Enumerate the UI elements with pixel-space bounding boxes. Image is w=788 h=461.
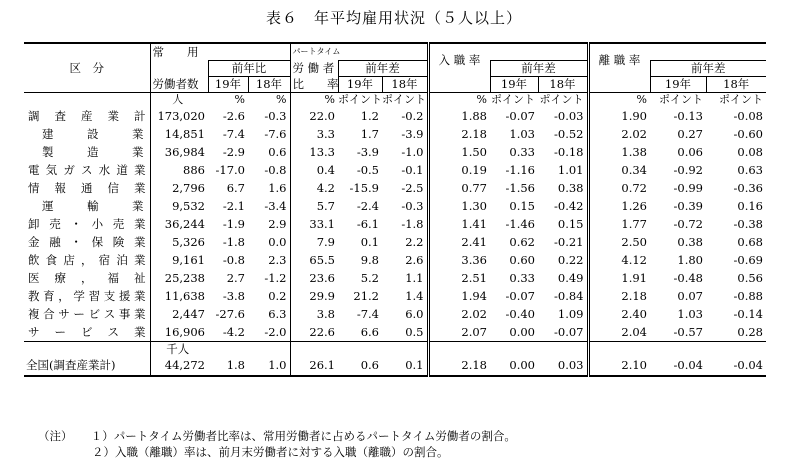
unit-workers: 人 <box>150 92 208 107</box>
parttime-yoy-header: 前年差 <box>338 60 428 76</box>
cell-s18: -0.08 <box>733 108 763 123</box>
table-row <box>24 143 766 161</box>
row-label: 飲食店，宿泊業 <box>28 252 146 267</box>
cell-workers: 11,638 <box>150 287 208 305</box>
cell-pt19: 1.2 <box>360 108 379 123</box>
cell-hire: 3.36 <box>428 251 490 269</box>
cell-pt19: 5.2 <box>360 270 379 285</box>
cell-pt: 23.6 <box>290 269 338 287</box>
cell-hire: 2.07 <box>428 323 490 342</box>
table-row <box>24 125 766 143</box>
unit-pt: ポイント <box>382 92 426 106</box>
cell-pt18: -2.5 <box>401 180 424 195</box>
cell-sep: 2.50 <box>588 233 650 251</box>
units-row <box>24 92 766 107</box>
category-header: 区 分 <box>69 60 104 75</box>
cell-hire: 2.02 <box>428 305 490 323</box>
cell-workers: 886 <box>150 161 208 179</box>
cell-workers: 25,238 <box>150 269 208 287</box>
total-s18: -0.04 <box>733 358 763 372</box>
table-row <box>24 287 766 305</box>
cell-h19: 0.62 <box>509 234 535 249</box>
footnotes <box>38 428 516 460</box>
parttime-header-bottom: 比 率 <box>290 76 338 92</box>
page-title: 表６ 年平均雇用状況（５人以上） <box>265 9 522 27</box>
cell-sep: 0.34 <box>588 161 650 179</box>
cell-hire: 0.19 <box>428 161 490 179</box>
cell-r18: -1.2 <box>264 270 287 285</box>
cell-r19: -7.4 <box>222 126 245 141</box>
cell-workers: 9,532 <box>150 197 208 215</box>
cell-pt19: 9.8 <box>360 252 379 267</box>
total-unit: 千人 <box>150 341 208 356</box>
total-r19: 1.8 <box>226 358 245 372</box>
cell-pt: 65.5 <box>290 251 338 269</box>
cell-s19: 1.03 <box>677 306 703 321</box>
cell-pt19: -7.4 <box>356 306 379 321</box>
cell-workers: 16,906 <box>150 323 208 342</box>
cell-r19: -1.8 <box>222 234 245 249</box>
cell-pt18: -1.8 <box>401 216 424 231</box>
cell-pt: 13.3 <box>290 143 338 161</box>
cell-h18: 0.49 <box>557 270 584 285</box>
cell-r19: -17.0 <box>215 162 245 177</box>
cell-r19: -2.1 <box>222 198 245 213</box>
cell-sep: 2.04 <box>588 323 650 342</box>
cell-h19: 0.33 <box>509 270 535 285</box>
unit-pct: % <box>290 92 338 107</box>
cell-pt18: -0.3 <box>401 198 424 213</box>
cell-pt: 33.1 <box>290 215 338 233</box>
cell-h19: -0.07 <box>505 288 535 303</box>
cell-pt19: -6.1 <box>356 216 379 231</box>
cell-s18: -0.38 <box>733 216 763 231</box>
table-row <box>24 233 766 251</box>
cell-r19: 6.7 <box>226 180 245 195</box>
cell-h19: 0.60 <box>509 252 535 267</box>
cell-hire: 2.51 <box>428 269 490 287</box>
sep-y19: 19年 <box>650 76 706 92</box>
cell-s18: 0.68 <box>737 234 763 249</box>
row-label: 建設業 <box>42 126 144 141</box>
total-pt18: 0.1 <box>405 358 424 372</box>
cell-h19: 0.15 <box>509 198 535 213</box>
table-row <box>24 215 766 233</box>
cell-sep: 1.38 <box>588 143 650 161</box>
unit-pct: % <box>234 92 245 106</box>
hire-rate-header: 入 職 率 <box>428 43 490 76</box>
table-row <box>24 107 766 125</box>
cell-s19: -0.48 <box>673 270 703 285</box>
regular-header-bottom: 労働者数 <box>150 76 208 92</box>
parttime-header-top: パートタイム <box>290 43 338 60</box>
regular-yoy-header: 前年比 <box>208 60 290 76</box>
cell-sep: 1.26 <box>588 197 650 215</box>
cell-h18: 0.22 <box>557 252 584 267</box>
total-h18: 0.03 <box>557 358 584 372</box>
cell-s18: -0.88 <box>733 288 763 303</box>
cell-r18: 0.2 <box>268 288 287 303</box>
cell-pt18: -1.0 <box>401 144 424 159</box>
cell-s19: -0.13 <box>673 108 703 123</box>
unit-pt: ポイント <box>491 92 535 106</box>
cell-r19: -4.2 <box>222 324 245 339</box>
row-label: 金融・保険業 <box>28 234 146 249</box>
cell-pt18: 2.6 <box>405 252 424 267</box>
cell-workers: 14,851 <box>150 125 208 143</box>
cell-s18: -0.60 <box>733 126 763 141</box>
cell-h18: 0.15 <box>557 216 584 231</box>
cell-s19: -0.99 <box>673 180 703 195</box>
cell-sep: 0.72 <box>588 179 650 197</box>
cell-h19: 0.00 <box>509 324 535 339</box>
cell-pt18: 1.4 <box>405 288 424 303</box>
cell-h19: 0.33 <box>509 144 535 159</box>
cell-sep: 2.02 <box>588 125 650 143</box>
total-pt: 26.1 <box>290 356 338 376</box>
cell-pt19: 1.7 <box>360 126 379 141</box>
cell-pt: 3.8 <box>290 305 338 323</box>
cell-s18: 0.56 <box>737 270 763 285</box>
cell-sep: 4.12 <box>588 251 650 269</box>
cell-pt: 22.6 <box>290 323 338 342</box>
total-section <box>24 341 766 376</box>
cell-h19: -1.56 <box>505 180 535 195</box>
cell-r18: 2.3 <box>268 252 287 267</box>
total-s19: -0.04 <box>673 358 703 372</box>
cell-hire: 2.18 <box>428 125 490 143</box>
total-workers: 44,272 <box>150 356 208 376</box>
unit-pt: ポイント <box>539 92 584 106</box>
table-body <box>24 107 766 342</box>
cell-hire: 1.50 <box>428 143 490 161</box>
row-label: 調査産業計 <box>28 108 146 123</box>
footnote-1 <box>38 428 516 444</box>
cell-hire: 1.41 <box>428 215 490 233</box>
cell-s19: 0.38 <box>677 234 703 249</box>
cell-s19: 1.80 <box>677 252 703 267</box>
cell-pt: 0.4 <box>290 161 338 179</box>
cell-sep: 1.91 <box>588 269 650 287</box>
row-label: サービス業 <box>28 324 146 339</box>
total-h19: 0.00 <box>509 358 535 372</box>
total-sep: 2.10 <box>588 356 650 376</box>
cell-pt18: -0.2 <box>401 108 424 123</box>
cell-workers: 173,020 <box>150 107 208 125</box>
cell-hire: 2.41 <box>428 233 490 251</box>
row-label: 運輸業 <box>42 198 144 213</box>
cell-s19: -0.39 <box>673 198 703 213</box>
cell-pt: 3.3 <box>290 125 338 143</box>
table-row <box>24 323 766 342</box>
cell-pt: 4.2 <box>290 179 338 197</box>
cell-r18: 2.9 <box>268 216 287 231</box>
unit-pt: ポイント <box>659 92 703 106</box>
cell-r18: -2.0 <box>264 324 287 339</box>
cell-pt19: -3.9 <box>356 144 379 159</box>
cell-s18: 0.63 <box>737 162 763 177</box>
cell-h18: -0.18 <box>554 144 584 159</box>
cell-h18: -0.03 <box>554 108 584 123</box>
sep-rate-header: 離 職 率 <box>588 43 650 76</box>
employment-table <box>24 42 766 377</box>
footnote-text-1: １）パートタイム労働者比率は、常用労働者に占めるパートタイム労働者の割合。 <box>90 429 516 443</box>
cell-h19: -1.16 <box>505 162 535 177</box>
cell-workers: 2,796 <box>150 179 208 197</box>
cell-pt: 29.9 <box>290 287 338 305</box>
cell-r18: 6.3 <box>268 306 287 321</box>
cell-s18: -0.69 <box>733 252 763 267</box>
unit-pt: ポイント <box>719 92 763 106</box>
table-row <box>24 269 766 287</box>
cell-r19: -2.6 <box>222 108 245 123</box>
cell-hire: 0.77 <box>428 179 490 197</box>
cell-pt19: 0.1 <box>360 234 379 249</box>
cell-h18: -0.07 <box>554 324 584 339</box>
cell-s18: 0.16 <box>737 198 763 213</box>
cell-h18: -0.52 <box>554 126 584 141</box>
cell-r19: -27.6 <box>215 306 245 321</box>
cell-pt18: 6.0 <box>405 306 424 321</box>
cell-s19: -0.92 <box>673 162 703 177</box>
total-label: 全国(調査産業計) <box>26 358 116 372</box>
total-hire: 2.18 <box>428 356 490 376</box>
regular-y19: 19年 <box>208 76 248 92</box>
unit-pct: % <box>276 92 287 106</box>
cell-pt19: -2.4 <box>356 198 379 213</box>
hire-yoy-header: 前年差 <box>490 60 588 76</box>
cell-pt18: 0.5 <box>405 324 424 339</box>
regular-y18: 18年 <box>248 76 290 92</box>
hire-y19: 19年 <box>490 76 538 92</box>
cell-r18: 0.0 <box>268 234 287 249</box>
cell-r19: -3.8 <box>222 288 245 303</box>
row-label: 教育，学習支援業 <box>28 288 146 303</box>
cell-s18: -0.36 <box>733 180 763 195</box>
cell-s18: -0.14 <box>733 306 763 321</box>
parttime-y18: 18年 <box>382 76 428 92</box>
cell-s19: 0.06 <box>677 144 703 159</box>
unit-pct: % <box>588 92 650 107</box>
cell-sep: 2.18 <box>588 287 650 305</box>
cell-r18: 0.6 <box>268 144 287 159</box>
parttime-y19: 19年 <box>338 76 382 92</box>
footnote-2 <box>38 444 516 460</box>
cell-sep: 1.77 <box>588 215 650 233</box>
cell-h19: -1.46 <box>505 216 535 231</box>
cell-workers: 36,984 <box>150 143 208 161</box>
hire-y18: 18年 <box>538 76 588 92</box>
cell-sep: 2.40 <box>588 305 650 323</box>
footnote-text-2: ２）入職（離職）率は、前月末労働者に対する入職（離職）の割合。 <box>92 445 449 459</box>
cell-pt19: -15.9 <box>349 180 379 195</box>
cell-h18: -0.42 <box>554 198 584 213</box>
row-label: 製造業 <box>42 144 144 159</box>
cell-workers: 9,161 <box>150 251 208 269</box>
cell-r18: -0.3 <box>264 108 287 123</box>
cell-hire: 1.94 <box>428 287 490 305</box>
cell-h19: -0.07 <box>505 108 535 123</box>
cell-s18: 0.28 <box>737 324 763 339</box>
cell-pt18: 1.1 <box>405 270 424 285</box>
table-row <box>24 197 766 215</box>
cell-hire: 1.30 <box>428 197 490 215</box>
cell-r18: -3.4 <box>264 198 287 213</box>
footnote-label: （注） <box>38 429 73 443</box>
row-label: 複合サービス事業 <box>28 306 146 321</box>
cell-sep: 1.90 <box>588 107 650 125</box>
cell-pt19: 6.6 <box>360 324 379 339</box>
row-label: 卸売・小売業 <box>28 216 146 231</box>
cell-s18: 0.08 <box>737 144 763 159</box>
sep-y18: 18年 <box>706 76 766 92</box>
table-row <box>24 161 766 179</box>
cell-r18: 1.6 <box>268 180 287 195</box>
cell-pt18: -3.9 <box>401 126 424 141</box>
cell-r18: -0.8 <box>264 162 287 177</box>
table-row <box>24 305 766 323</box>
parttime-header-mid: 労 働 者 <box>290 60 338 76</box>
row-label: 情報通信業 <box>28 180 146 195</box>
unit-pt: ポイント <box>338 92 382 106</box>
total-r18: 1.0 <box>268 358 287 372</box>
cell-h18: 1.01 <box>557 162 584 177</box>
cell-pt18: 2.2 <box>405 234 424 249</box>
cell-r19: -2.9 <box>222 144 245 159</box>
unit-pct: % <box>428 92 490 107</box>
cell-h18: 1.09 <box>557 306 584 321</box>
cell-s19: -0.57 <box>673 324 703 339</box>
cell-r19: -0.8 <box>222 252 245 267</box>
row-label: 医療，福祉 <box>28 270 146 285</box>
sep-yoy-header: 前年差 <box>650 60 766 76</box>
cell-pt: 5.7 <box>290 197 338 215</box>
table-row <box>24 251 766 269</box>
cell-r19: 2.7 <box>226 270 245 285</box>
cell-pt19: 21.2 <box>353 288 379 303</box>
table-header <box>24 43 766 92</box>
cell-s19: -0.72 <box>673 216 703 231</box>
regular-header-top: 常 用 <box>150 43 208 60</box>
cell-h19: -0.40 <box>505 306 535 321</box>
cell-h18: 0.38 <box>557 180 584 195</box>
cell-pt: 22.0 <box>290 107 338 125</box>
cell-s19: 0.07 <box>677 288 703 303</box>
cell-hire: 1.88 <box>428 107 490 125</box>
cell-h18: -0.21 <box>554 234 584 249</box>
cell-r18: -7.6 <box>264 126 287 141</box>
cell-workers: 2,447 <box>150 305 208 323</box>
cell-workers: 36,244 <box>150 215 208 233</box>
cell-pt19: -0.5 <box>356 162 379 177</box>
cell-pt: 7.9 <box>290 233 338 251</box>
cell-pt18: -0.1 <box>401 162 424 177</box>
cell-workers: 5,326 <box>150 233 208 251</box>
cell-r19: -1.9 <box>222 216 245 231</box>
total-row <box>24 356 766 376</box>
cell-s19: 0.27 <box>677 126 703 141</box>
category-header-cell <box>24 43 150 92</box>
cell-h18: -0.84 <box>554 288 584 303</box>
table-row <box>24 179 766 197</box>
total-pt19: 0.6 <box>360 358 379 372</box>
cell-h19: 1.03 <box>509 126 535 141</box>
row-label: 電気ガス水道業 <box>28 162 146 177</box>
